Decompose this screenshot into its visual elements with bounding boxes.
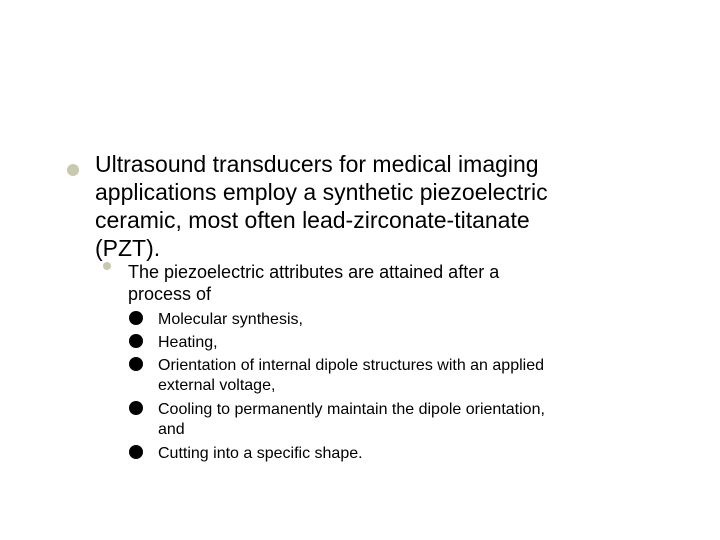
sub-bullet-text bbox=[128, 261, 648, 305]
bullet-dot bbox=[67, 164, 79, 176]
text-line: external voltage, bbox=[158, 377, 276, 394]
text-line: applications employ a synthetic piezoelectric bbox=[95, 179, 548, 205]
list-item-text bbox=[158, 400, 658, 440]
text-line: ceramic, most often lead-zirconate-titanate bbox=[95, 207, 530, 233]
sub-bullet-dot bbox=[103, 262, 111, 270]
text-line: Orientation of internal dipole structures with an applied bbox=[158, 357, 544, 374]
list-bullet-dot bbox=[129, 311, 143, 325]
list-item-text bbox=[158, 356, 658, 396]
list-bullet-dot bbox=[129, 445, 143, 459]
list-item-text bbox=[158, 444, 658, 464]
text-line: The piezoelectric attributes are attained after a bbox=[128, 262, 500, 282]
text-line: process of bbox=[128, 284, 212, 304]
text-line: (PZT). bbox=[95, 235, 161, 261]
text-line: Heating, bbox=[158, 334, 218, 351]
list-bullet-dot bbox=[129, 357, 143, 371]
text-line: Molecular synthesis, bbox=[158, 311, 303, 328]
text-line: Ultrasound transducers for medical imaging bbox=[95, 151, 539, 177]
list-item-text bbox=[158, 333, 658, 353]
text-line: and bbox=[158, 421, 185, 438]
text-line: Cutting into a specific shape. bbox=[158, 445, 363, 462]
text-line: Cooling to permanently maintain the dipole orientation, bbox=[158, 401, 545, 418]
list-bullet-dot bbox=[129, 401, 143, 415]
list-bullet-dot bbox=[129, 334, 143, 348]
main-bullet-text bbox=[95, 150, 655, 262]
list-item-text bbox=[158, 310, 658, 330]
